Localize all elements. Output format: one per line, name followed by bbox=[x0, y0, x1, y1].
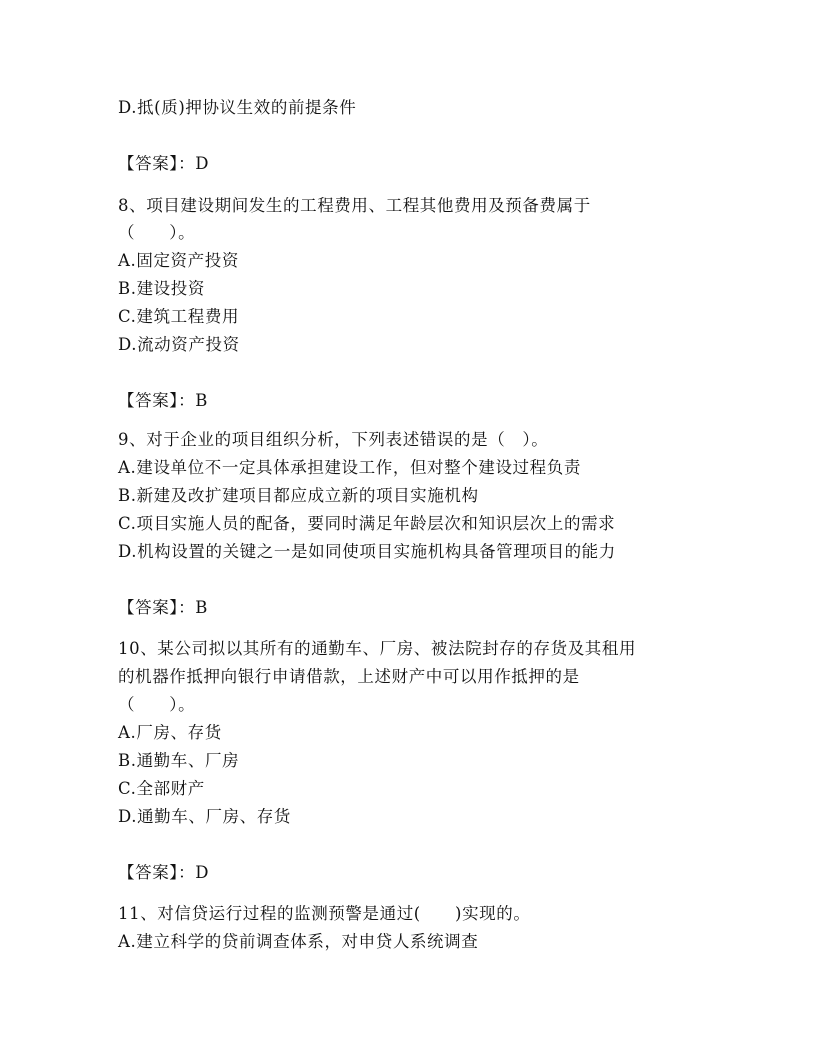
q9-option-c: C.项目实施人员的配备，要同时满足年龄层次和知识层次上的需求 bbox=[118, 514, 616, 533]
q8-answer: 【答案】：B bbox=[118, 391, 208, 410]
q9-answer: 【答案】：B bbox=[118, 598, 208, 617]
q9-stem-line1: 9、对于企业的项目组织分析，下列表述错误的是（ ）。 bbox=[118, 430, 549, 449]
q10-stem-line1: 10、某公司拟以其所有的通勤车、厂房、被法院封存的存货及其租用 bbox=[118, 639, 637, 658]
q9-option-b: B.新建及改扩建项目都应成立新的项目实施机构 bbox=[118, 486, 479, 505]
q9-option-d: D.机构设置的关键之一是如同使项目实施机构具备管理项目的能力 bbox=[118, 542, 616, 561]
q9-option-a: A.建设单位不一定具体承担建设工作，但对整个建设过程负责 bbox=[118, 458, 581, 477]
q7-answer: 【答案】：D bbox=[118, 154, 210, 173]
q8-option-d: D.流动资产投资 bbox=[118, 335, 240, 354]
q8-stem-line2: （ ）。 bbox=[118, 223, 196, 242]
q11-stem-line1: 11、对信贷运行过程的监测预警是通过( )实现的。 bbox=[118, 904, 531, 923]
q8-option-a: A.固定资产投资 bbox=[118, 251, 239, 270]
q8-option-b: B.建设投资 bbox=[118, 279, 205, 298]
q10-stem-line2: 的机器作抵押向银行申请借款，上述财产中可以用作抵押的是 bbox=[118, 667, 580, 686]
q10-option-b: B.通勤车、厂房 bbox=[118, 751, 240, 770]
q8-stem-line1: 8、项目建设期间发生的工程费用、工程其他费用及预备费属于 bbox=[118, 196, 591, 215]
q10-answer: 【答案】：D bbox=[118, 863, 210, 882]
q10-option-a: A.厂房、存货 bbox=[118, 723, 222, 742]
q7-option-d: D.抵(质)押协议生效的前提条件 bbox=[118, 98, 357, 117]
q10-stem-line3: （ ）。 bbox=[118, 695, 196, 714]
q8-option-c: C.建筑工程费用 bbox=[118, 307, 240, 326]
q10-option-d: D.通勤车、厂房、存货 bbox=[118, 807, 291, 826]
q10-option-c: C.全部财产 bbox=[118, 779, 205, 798]
q11-option-a: A.建立科学的贷前调查体系，对申贷人系统调查 bbox=[118, 932, 479, 951]
